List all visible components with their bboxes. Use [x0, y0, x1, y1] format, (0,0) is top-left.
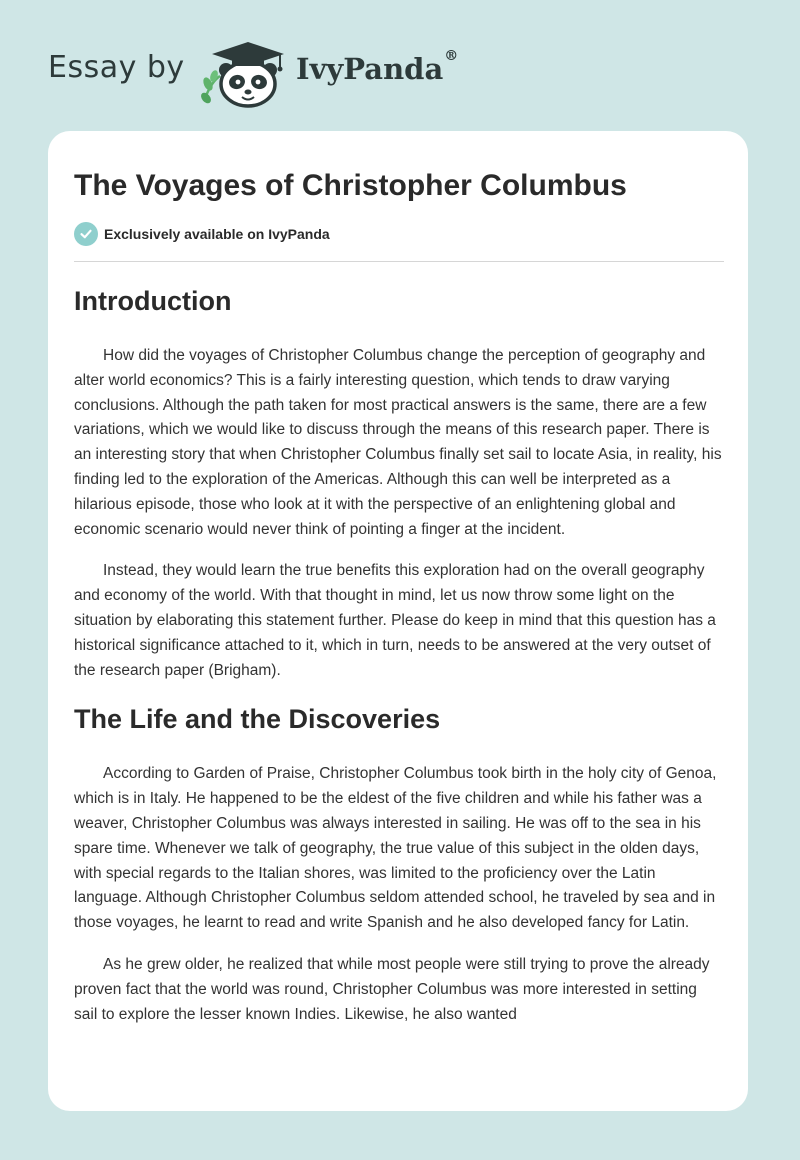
article-body	[74, 281, 724, 1027]
paragraph: As he grew older, he realized that while most people were still trying to prove the already proven fact that the world was round, Christopher Columbus was more interested in setting sail to explore the lesser known Indies. Likewise, he also wanted	[74, 955, 710, 1023]
paragraph: Instead, they would learn the true benefits this exploration had on the overall geography and economy of the world. With that thought in mind, let us now throw some light on the situation by elaborating this statement further. Please do keep in mind that this question has a historical significance attached to it, which in turn, needs to be answered at the very outset of the research paper (Brigham).	[74, 562, 716, 679]
section-heading: The Life and the Discoveries	[74, 704, 441, 735]
brand-prefix: Essay by	[48, 50, 185, 85]
panda-graduate-icon[interactable]	[200, 36, 292, 108]
check-circle-icon	[74, 222, 98, 246]
page-title: The Voyages of Christopher Columbus	[74, 169, 627, 202]
paragraph: How did the voyages of Christopher Columbus change the perception of geography and alter world economics? This is a fairly interesting question, which tends to draw varying conclusions. Although the path taken for most practical answers is the same, there are a few variations, which we would like to discuss through the means of this research paper. There is an interesting story that when Christopher Columbus finally set sail to locate Asia, in reality, his finding led to the exploration of the Americas. Although this can well be interpreted as a hilarious episode, those who look at it with the perspective of an enlightening global and economic scenario would never think of pointing a finger at the incident.	[74, 347, 722, 538]
site-header	[0, 0, 800, 120]
brand-name[interactable]: IvyPanda®	[296, 48, 459, 86]
essay-card	[48, 131, 748, 1111]
section-heading: Introduction	[74, 286, 232, 316]
divider	[74, 261, 724, 262]
paragraph: According to Garden of Praise, Christopher Columbus took birth in the holy city of Genoa, which is in Italy. He happened to be the eldest of the five children and while his father was a weaver, Christopher Columbus was always interested in sailing. He was off to the sea in his spare time. Whenever we talk of geography, the true value of this subject in the olden days, with special regards to the Italian shores, was limited to the proficiency over the Latin language. Although Christopher Columbus seldom attended school, he traveled by sea and in those voyages, he learnt to read and write Spanish and he also developed fancy for Latin.	[74, 765, 717, 932]
badge-text: Exclusively available on IvyPanda	[104, 226, 330, 242]
exclusive-badge	[74, 222, 330, 246]
